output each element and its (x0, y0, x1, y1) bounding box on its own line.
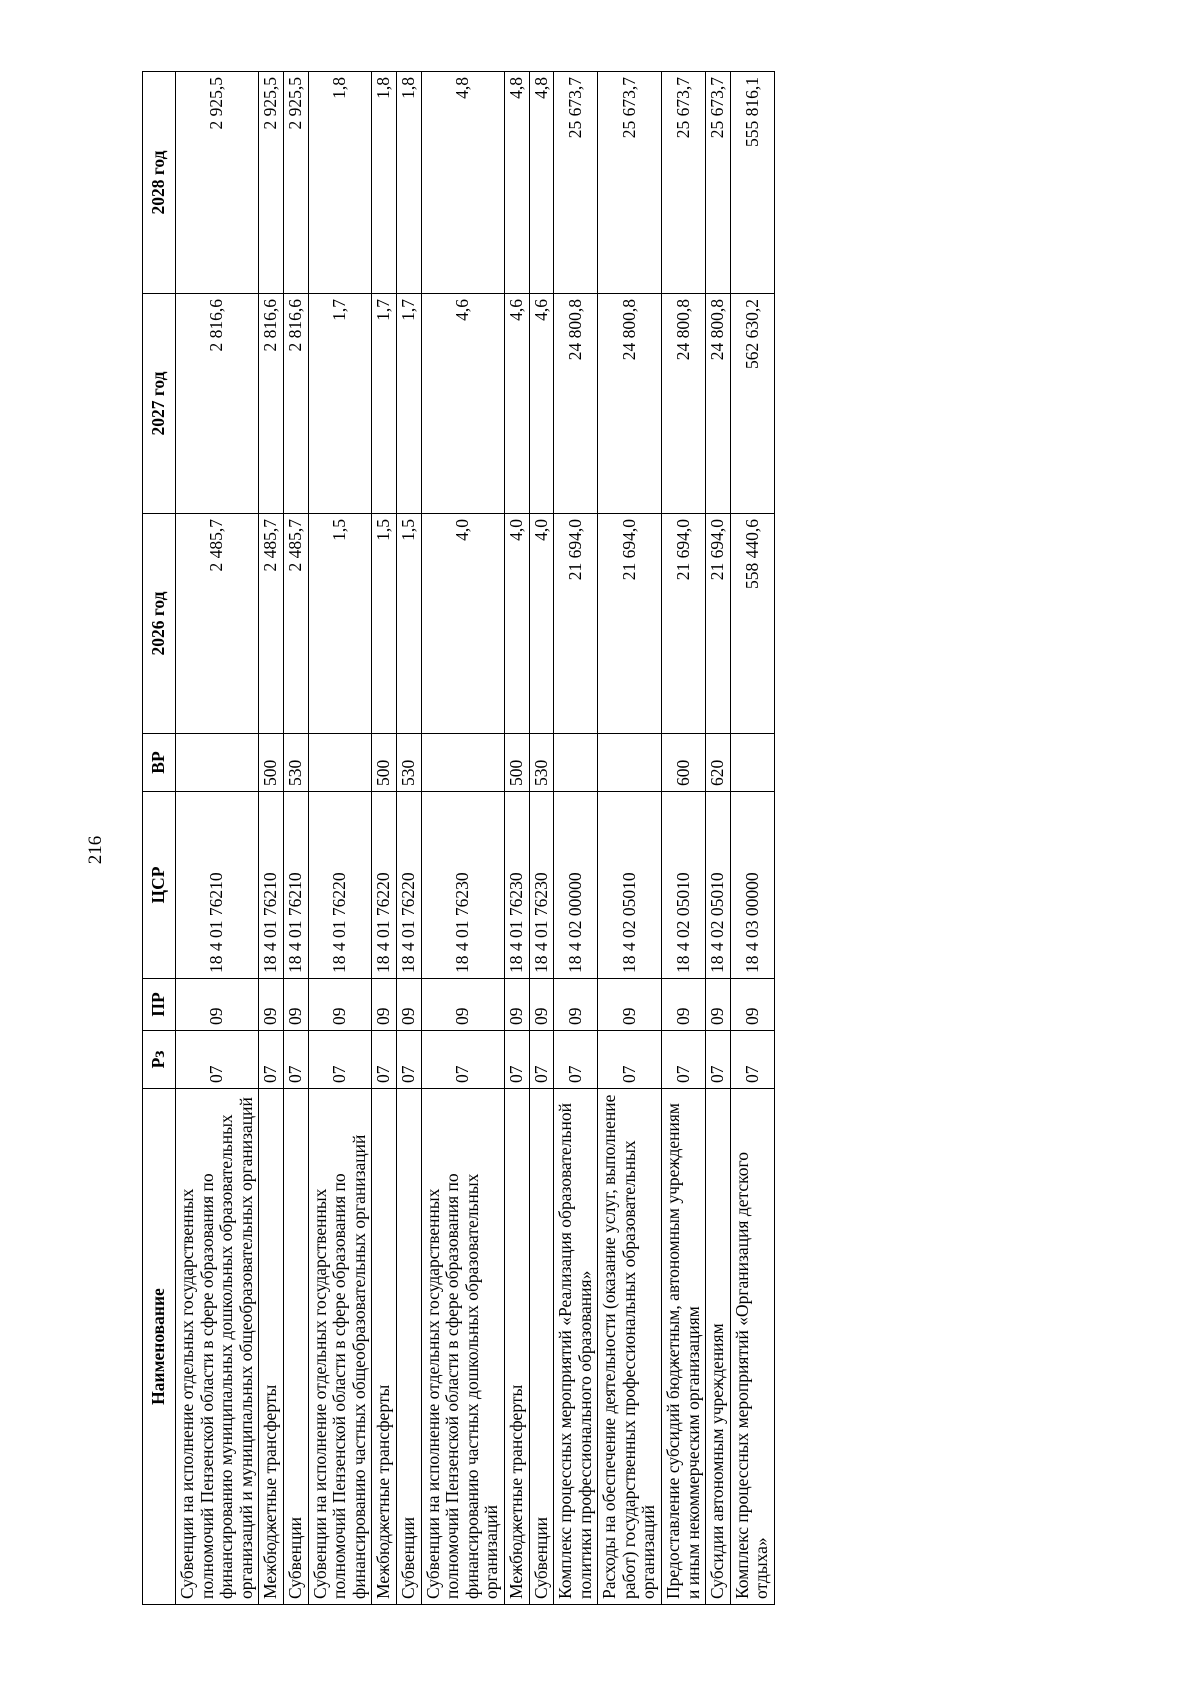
cell-2026: 2 485,7 (283, 514, 308, 734)
cell-2027: 24 800,8 (706, 294, 731, 514)
cell-name: Субвенции на исполнение отдельных государственных полномочий Пензенской области в сфере образования по финансированию частных общеобразовательных организаций (308, 1089, 372, 1605)
header-name: Наименование (143, 1089, 176, 1605)
cell-2027: 4,6 (421, 294, 504, 514)
table-row (662, 72, 706, 1605)
cell-csr: 18 4 01 76230 (421, 792, 504, 979)
cell-2028: 555 816,1 (730, 72, 774, 294)
cell-vr (308, 734, 372, 792)
header-csr: ЦСР (143, 792, 176, 979)
header-2026: 2026 год (143, 514, 176, 734)
cell-2027: 2 816,6 (259, 294, 284, 514)
cell-2027: 562 630,2 (730, 294, 774, 514)
cell-vr: 530 (529, 734, 554, 792)
header-pr: ПР (143, 979, 176, 1031)
cell-vr (554, 734, 598, 792)
cell-rz: 07 (372, 1031, 397, 1089)
table-row (706, 72, 731, 1605)
cell-rz: 07 (308, 1031, 372, 1089)
cell-csr: 18 4 01 76210 (283, 792, 308, 979)
cell-2026: 21 694,0 (598, 514, 662, 734)
cell-vr (176, 734, 259, 792)
cell-pr: 09 (730, 979, 774, 1031)
cell-2028: 25 673,7 (706, 72, 731, 294)
cell-2026: 4,0 (421, 514, 504, 734)
cell-2026: 1,5 (396, 514, 421, 734)
cell-2027: 2 816,6 (283, 294, 308, 514)
page-number: 216 (85, 835, 106, 865)
cell-csr: 18 4 01 76220 (396, 792, 421, 979)
cell-name: Субсидии автономным учреждениям (706, 1089, 731, 1605)
table-row (176, 72, 259, 1605)
cell-vr: 600 (662, 734, 706, 792)
table-row (554, 72, 598, 1605)
cell-2028: 25 673,7 (598, 72, 662, 294)
cell-rz: 07 (504, 1031, 529, 1089)
cell-2026: 4,0 (504, 514, 529, 734)
cell-csr: 18 4 02 00000 (554, 792, 598, 979)
cell-csr: 18 4 01 76210 (176, 792, 259, 979)
cell-name: Комплекс процессных мероприятий «Организация детского отдыха» (730, 1089, 774, 1605)
cell-2027: 4,6 (504, 294, 529, 514)
cell-rz: 07 (421, 1031, 504, 1089)
table-row (283, 72, 308, 1605)
cell-rz: 07 (529, 1031, 554, 1089)
cell-name: Субвенции (529, 1089, 554, 1605)
cell-2026: 2 485,7 (176, 514, 259, 734)
table-row (372, 72, 397, 1605)
cell-rz: 07 (730, 1031, 774, 1089)
cell-name: Субвенции на исполнение отдельных государственных полномочий Пензенской области в сфере образования по финансированию муниципальных дошкольных образовательных организаций и муниципальных общеобразовательных организаций (176, 1089, 259, 1605)
cell-2028: 1,8 (308, 72, 372, 294)
cell-2028: 25 673,7 (662, 72, 706, 294)
cell-name: Комплекс процессных мероприятий «Реализация образовательной политики профессионального образования» (554, 1089, 598, 1605)
table-row (259, 72, 284, 1605)
cell-csr: 18 4 01 76220 (308, 792, 372, 979)
cell-2028: 1,8 (396, 72, 421, 294)
cell-2026: 21 694,0 (554, 514, 598, 734)
cell-pr: 09 (176, 979, 259, 1031)
cell-rz: 07 (598, 1031, 662, 1089)
cell-2026: 1,5 (372, 514, 397, 734)
cell-2028: 4,8 (529, 72, 554, 294)
cell-csr: 18 4 01 76230 (529, 792, 554, 979)
cell-pr: 09 (662, 979, 706, 1031)
cell-vr: 500 (372, 734, 397, 792)
cell-pr: 09 (598, 979, 662, 1031)
cell-2026: 21 694,0 (706, 514, 731, 734)
cell-vr: 500 (504, 734, 529, 792)
cell-2027: 24 800,8 (554, 294, 598, 514)
cell-vr: 620 (706, 734, 731, 792)
cell-name: Межбюджетные трансферты (504, 1089, 529, 1605)
cell-pr: 09 (259, 979, 284, 1031)
cell-vr: 500 (259, 734, 284, 792)
table-row (730, 72, 774, 1605)
cell-vr: 530 (396, 734, 421, 792)
cell-name: Расходы на обеспечение деятельности (оказание услуг, выполнение работ) государственных профессиональных образовательных организаций (598, 1089, 662, 1605)
cell-vr (421, 734, 504, 792)
cell-csr: 18 4 02 05010 (598, 792, 662, 979)
cell-csr: 18 4 01 76220 (372, 792, 397, 979)
cell-csr: 18 4 01 76210 (259, 792, 284, 979)
cell-pr: 09 (504, 979, 529, 1031)
cell-2028: 4,8 (421, 72, 504, 294)
cell-pr: 09 (706, 979, 731, 1031)
header-2027: 2027 год (143, 294, 176, 514)
cell-csr: 18 4 03 00000 (730, 792, 774, 979)
rotated-table-container (142, 72, 1031, 1605)
header-vr: ВР (143, 734, 176, 792)
cell-rz: 07 (662, 1031, 706, 1089)
cell-pr: 09 (396, 979, 421, 1031)
cell-2026: 21 694,0 (662, 514, 706, 734)
cell-rz: 07 (283, 1031, 308, 1089)
cell-2028: 1,8 (372, 72, 397, 294)
cell-2027: 1,7 (372, 294, 397, 514)
cell-csr: 18 4 02 05010 (662, 792, 706, 979)
cell-2028: 2 925,5 (259, 72, 284, 294)
budget-table (142, 71, 775, 1605)
cell-pr: 09 (421, 979, 504, 1031)
table-row (529, 72, 554, 1605)
cell-pr: 09 (308, 979, 372, 1031)
cell-2027: 1,7 (308, 294, 372, 514)
cell-csr: 18 4 01 76230 (504, 792, 529, 979)
table-header-row (143, 72, 176, 1605)
cell-vr: 530 (283, 734, 308, 792)
cell-rz: 07 (554, 1031, 598, 1089)
cell-pr: 09 (372, 979, 397, 1031)
cell-2028: 25 673,7 (554, 72, 598, 294)
cell-vr (598, 734, 662, 792)
cell-vr (730, 734, 774, 792)
cell-name: Межбюджетные трансферты (372, 1089, 397, 1605)
cell-rz: 07 (396, 1031, 421, 1089)
cell-2027: 24 800,8 (598, 294, 662, 514)
table-row (396, 72, 421, 1605)
cell-rz: 07 (176, 1031, 259, 1089)
cell-2027: 24 800,8 (662, 294, 706, 514)
cell-2027: 2 816,6 (176, 294, 259, 514)
cell-pr: 09 (554, 979, 598, 1031)
cell-2028: 2 925,5 (176, 72, 259, 294)
table-row (504, 72, 529, 1605)
cell-2027: 4,6 (529, 294, 554, 514)
cell-csr: 18 4 02 05010 (706, 792, 731, 979)
cell-pr: 09 (283, 979, 308, 1031)
cell-2026: 558 440,6 (730, 514, 774, 734)
cell-name: Межбюджетные трансферты (259, 1089, 284, 1605)
cell-rz: 07 (259, 1031, 284, 1089)
cell-name: Субвенции (396, 1089, 421, 1605)
cell-2027: 1,7 (396, 294, 421, 514)
table-body (176, 72, 775, 1605)
cell-pr: 09 (529, 979, 554, 1031)
cell-2026: 4,0 (529, 514, 554, 734)
cell-2026: 2 485,7 (259, 514, 284, 734)
table-row (308, 72, 372, 1605)
cell-name: Предоставление субсидий бюджетным, автономным учреждениям и иным некоммерческим организациям (662, 1089, 706, 1605)
header-2028: 2028 год (143, 72, 176, 294)
cell-name: Субвенции на исполнение отдельных государственных полномочий Пензенской области в сфере образования по финансированию частных дошкольных образовательных организаций (421, 1089, 504, 1605)
cell-2026: 1,5 (308, 514, 372, 734)
cell-2028: 2 925,5 (283, 72, 308, 294)
table-row (421, 72, 504, 1605)
cell-rz: 07 (706, 1031, 731, 1089)
cell-2028: 4,8 (504, 72, 529, 294)
header-rz: Рз (143, 1031, 176, 1089)
table-row (598, 72, 662, 1605)
cell-name: Субвенции (283, 1089, 308, 1605)
